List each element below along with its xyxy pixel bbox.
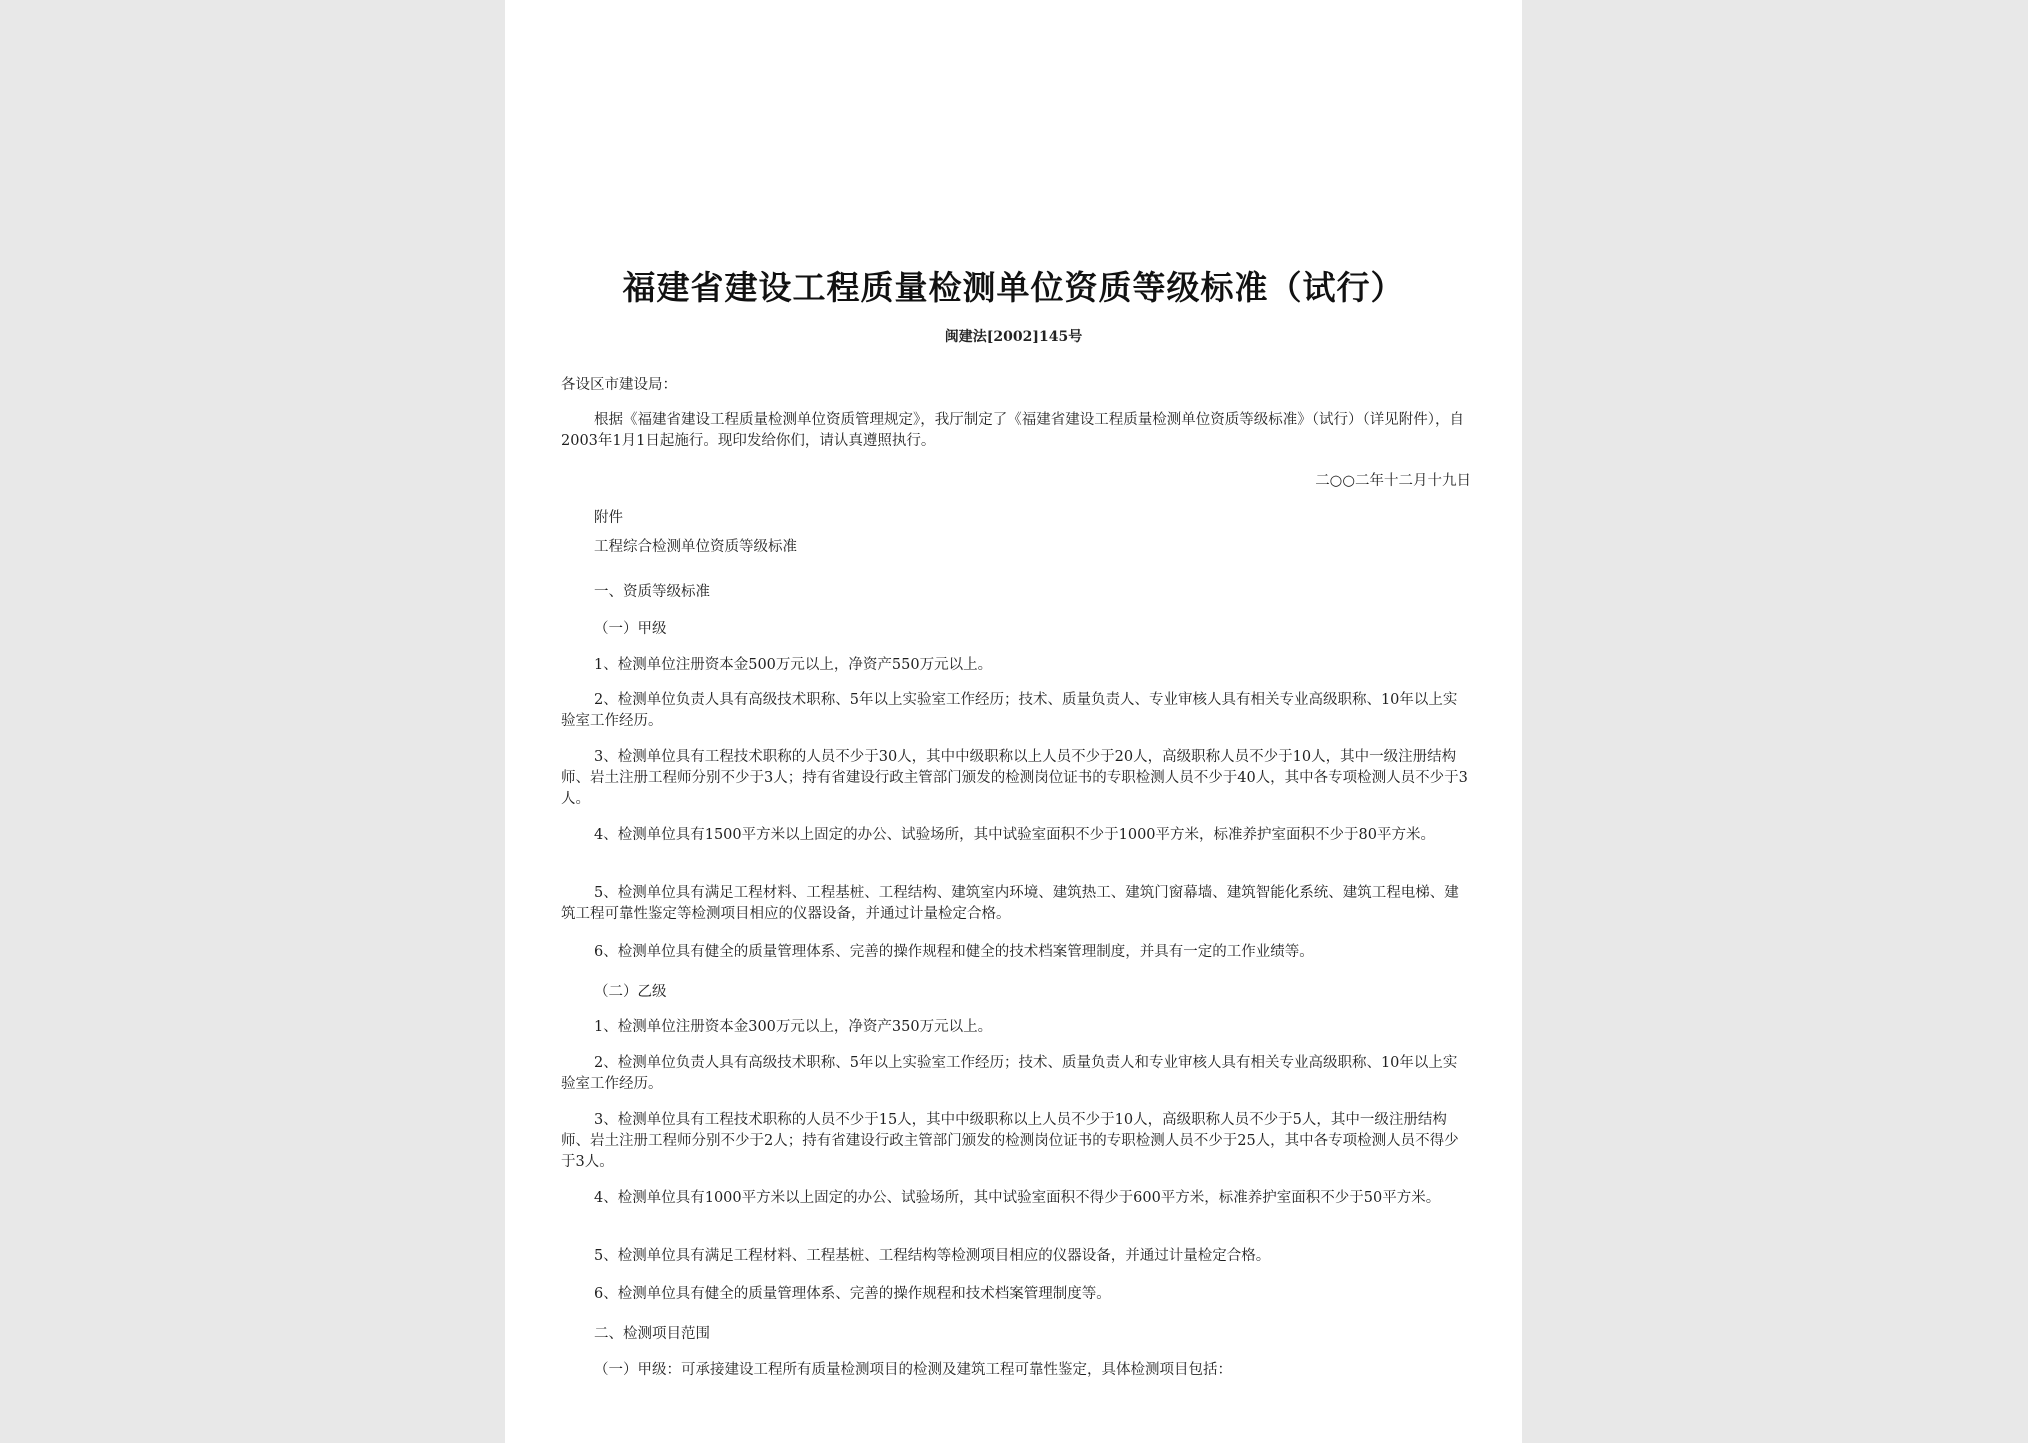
addressee: 各设区市建设局：: [561, 377, 677, 393]
grade-b-heading: （二）乙级: [594, 984, 667, 1000]
scope-paragraph: （一）甲级：可承接建设工程所有质量检测项目的检测及建筑工程可靠性鉴定，具体检测项目包括：: [594, 1362, 1232, 1378]
grade-a-item: 6、检测单位具有健全的质量管理体系、完善的操作规程和健全的技术档案管理制度，并具有一定的工作业绩等。: [594, 944, 1314, 960]
grade-a-item: 1、检测单位注册资本金500万元以上，净资产550万元以上。: [594, 657, 993, 673]
grade-b-item: 1、检测单位注册资本金300万元以上，净资产350万元以上。: [594, 1019, 993, 1035]
document-title: 福建省建设工程质量检测单位资质等级标准（试行）: [622, 268, 1405, 307]
grade-b-item: 4、检测单位具有1000平方米以上固定的办公、试验场所，其中试验室面积不得少于600平方米，标准养护室面积不少于50平方米。: [594, 1190, 1441, 1206]
attachment-title: 工程综合检测单位资质等级标准: [594, 539, 797, 555]
grade-b-item: 6、检测单位具有健全的质量管理体系、完善的操作规程和技术档案管理制度等。: [594, 1286, 1111, 1302]
grade-a-heading: （一）甲级: [594, 621, 667, 637]
issue-date: 二○○二年十二月十九日: [1315, 473, 1471, 489]
attachment-label: 附件: [594, 510, 623, 526]
intro-paragraph: 根据《福建省建设工程质量检测单位资质管理规定》，我厅制定了《福建省建设工程质量检测单位资质等级标准》（试行）（详见附件），自2003年1月1日起施行。现印发给你们，请认真遵照执行。: [561, 412, 1464, 449]
section-heading: 一、资质等级标准: [594, 584, 710, 600]
grade-a-item: 3、检测单位具有工程技术职称的人员不少于30人，其中中级职称以上人员不少于20人，高级职称人员不少于10人，其中一级注册结构师、岩土注册工程师分别不少于3人；持有省建设行政主管部门颁发的检测岗位证书的专职检测人员不少于40人，其中各专项检测人员不少于3人。: [561, 749, 1468, 807]
grade-b-item: 5、检测单位具有满足工程材料、工程基桩、工程结构等检测项目相应的仪器设备，并通过计量检定合格。: [594, 1248, 1271, 1264]
grade-b-item: 3、检测单位具有工程技术职称的人员不少于15人，其中中级职称以上人员不少于10人，高级职称人员不少于5人，其中一级注册结构师、岩土注册工程师分别不少于2人；持有省建设行政主管部门颁发的检测岗位证书的专职检测人员不少于25人，其中各专项检测人员不得少于3人。: [561, 1112, 1459, 1170]
document-page: [505, 0, 1522, 1443]
grade-a-item: 2、检测单位负责人具有高级技术职称、5年以上实验室工作经历；技术、质量负责人、专业审核人具有相关专业高级职称、10年以上实验室工作经历。: [561, 692, 1458, 729]
grade-b-item: 2、检测单位负责人具有高级技术职称、5年以上实验室工作经历；技术、质量负责人和专业审核人具有相关专业高级职称、10年以上实验室工作经历。: [561, 1055, 1458, 1092]
document-number: 闽建法[2002]145号: [944, 329, 1083, 345]
section-heading: 二、检测项目范围: [594, 1326, 710, 1342]
grade-a-item: 5、检测单位具有满足工程材料、工程基桩、工程结构、建筑室内环境、建筑热工、建筑门窗幕墙、建筑智能化系统、建筑工程电梯、建筑工程可靠性鉴定等检测项目相应的仪器设备，并通过计量检定合格。: [561, 885, 1459, 922]
grade-a-item: 4、检测单位具有1500平方米以上固定的办公、试验场所，其中试验室面积不少于1000平方米，标准养护室面积不少于80平方米。: [594, 827, 1435, 843]
